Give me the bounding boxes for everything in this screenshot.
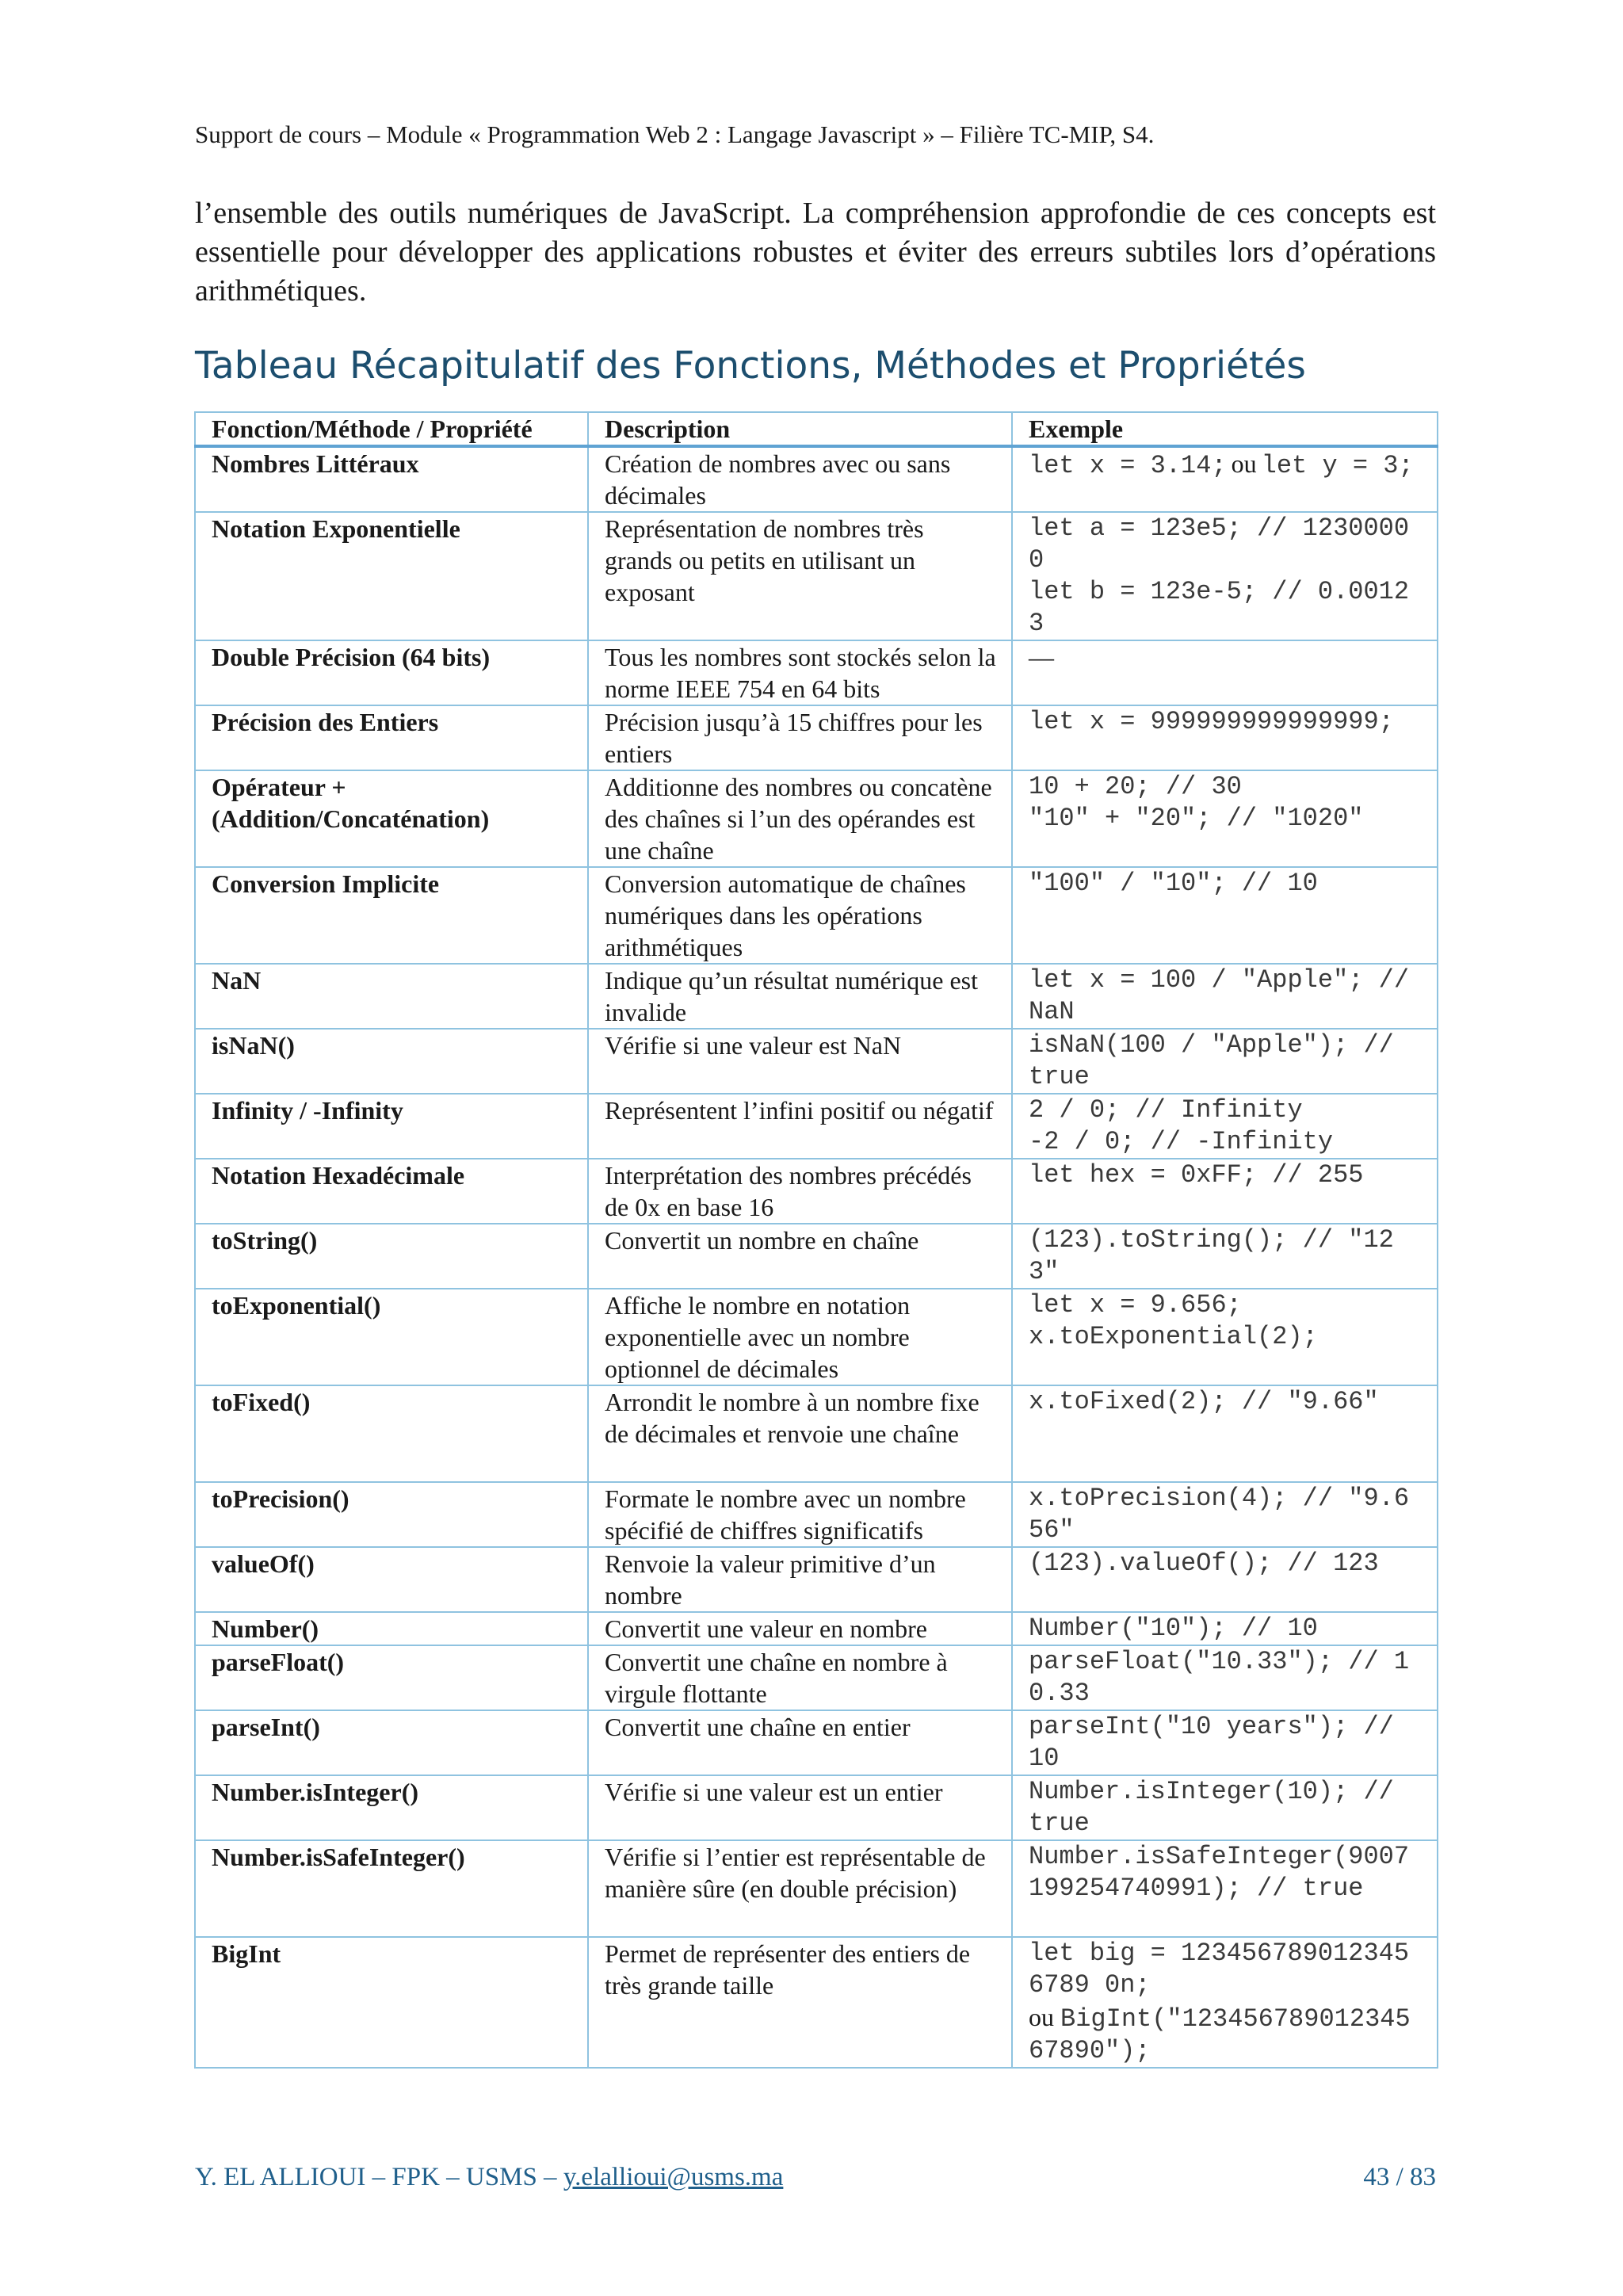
row-description: Convertit une chaîne en nombre à virgule flottante xyxy=(588,1645,1012,1710)
row-description: Vérifie si une valeur est NaN xyxy=(588,1029,1012,1094)
row-name: valueOf() xyxy=(195,1547,588,1612)
row-name: parseInt() xyxy=(195,1710,588,1775)
table-row xyxy=(195,964,1438,1029)
row-example: parseFloat("10.33"); // 10.33 xyxy=(1012,1645,1438,1710)
table-row xyxy=(195,1029,1438,1094)
row-example: "100" / "10"; // 10 xyxy=(1012,867,1438,964)
row-description: Convertit une valeur en nombre xyxy=(588,1612,1012,1645)
page-number: 43 / 83 xyxy=(1363,2163,1436,2191)
row-name: Number.isInteger() xyxy=(195,1775,588,1840)
row-name: Opérateur + (Addition/Concaténation) xyxy=(195,770,588,867)
table-row xyxy=(195,867,1438,964)
row-description: Représentation de nombres très grands ou petits en utilisant un exposant xyxy=(588,512,1012,640)
row-name: toExponential() xyxy=(195,1289,588,1385)
recap-table xyxy=(194,411,1438,2069)
row-example: parseInt("10 years"); // 10 xyxy=(1012,1710,1438,1775)
row-name: BigInt xyxy=(195,1937,588,2068)
table-row xyxy=(195,1289,1438,1385)
row-name: Infinity / -Infinity xyxy=(195,1094,588,1159)
row-example: x.toFixed(2); // "9.66" xyxy=(1012,1385,1438,1482)
row-name: Notation Hexadécimale xyxy=(195,1159,588,1224)
row-example: — xyxy=(1012,640,1438,705)
running-header: Support de cours – Module « Programmation Web 2 : Langage Javascript » – Filière TC-MIP, S4. xyxy=(195,120,1155,148)
row-name: Précision des Entiers xyxy=(195,705,588,770)
row-example: isNaN(100 / "Apple"); // true xyxy=(1012,1029,1438,1094)
row-example: x.toPrecision(4); // "9.656" xyxy=(1012,1482,1438,1547)
footer-author: Y. EL ALLIOUI – FPK – USMS – xyxy=(195,2163,557,2191)
row-description: Interprétation des nombres précédés de 0x en base 16 xyxy=(588,1159,1012,1224)
section-title: Tableau Récapitulatif des Fonctions, Méthodes et Propriétés xyxy=(195,344,1306,388)
header-function: Fonction/Méthode / Propriété xyxy=(195,412,588,446)
row-name: toString() xyxy=(195,1224,588,1289)
row-description: Convertit un nombre en chaîne xyxy=(588,1224,1012,1289)
table-row xyxy=(195,1094,1438,1159)
row-name: Notation Exponentielle xyxy=(195,512,588,640)
row-description: Conversion automatique de chaînes numériques dans les opérations arithmétiques xyxy=(588,867,1012,964)
row-description: Arrondit le nombre à un nombre fixe de décimales et renvoie une chaîne xyxy=(588,1385,1012,1482)
row-description: Tous les nombres sont stockés selon la norme IEEE 754 en 64 bits xyxy=(588,640,1012,705)
header-description: Description xyxy=(588,412,1012,446)
table-row xyxy=(195,446,1438,512)
row-name: Conversion Implicite xyxy=(195,867,588,964)
row-name: Nombres Littéraux xyxy=(195,446,588,512)
table-row xyxy=(195,1224,1438,1289)
table-header-row xyxy=(195,412,1438,446)
table-row xyxy=(195,770,1438,867)
row-description: Renvoie la valeur primitive d’un nombre xyxy=(588,1547,1012,1612)
row-description: Permet de représenter des entiers de très grande taille xyxy=(588,1937,1012,2068)
row-example: let big = 1234567890123456789 0n; ou BigInt("12345678901234567890"); xyxy=(1012,1937,1438,2068)
table-row xyxy=(195,1840,1438,1937)
row-example: Number.isInteger(10); // true xyxy=(1012,1775,1438,1840)
row-name: isNaN() xyxy=(195,1029,588,1094)
row-description: Précision jusqu’à 15 chiffres pour les entiers xyxy=(588,705,1012,770)
row-name: Number.isSafeInteger() xyxy=(195,1840,588,1937)
table-row xyxy=(195,1645,1438,1710)
row-example: (123).toString(); // "123" xyxy=(1012,1224,1438,1289)
row-name: Number() xyxy=(195,1612,588,1645)
row-description: Formate le nombre avec un nombre spécifié de chiffres significatifs xyxy=(588,1482,1012,1547)
table-row xyxy=(195,1937,1438,2068)
footer-email-link[interactable]: y.elallioui@usms.ma xyxy=(563,2163,784,2191)
row-example: Number.isSafeInteger(9007199254740991); // true xyxy=(1012,1840,1438,1937)
row-example: 10 + 20; // 30 "10" + "20"; // "1020" xyxy=(1012,770,1438,867)
table-row xyxy=(195,640,1438,705)
row-example: let a = 123e5; // 12300000 let b = 123e-5; // 0.00123 xyxy=(1012,512,1438,640)
table-row xyxy=(195,1482,1438,1547)
row-description: Indique qu’un résultat numérique est invalide xyxy=(588,964,1012,1029)
table-row xyxy=(195,1385,1438,1482)
footer-credit xyxy=(195,2160,783,2194)
row-description: Vérifie si l’entier est représentable de manière sûre (en double précision) xyxy=(588,1840,1012,1937)
table-row xyxy=(195,1710,1438,1775)
row-example: Number("10"); // 10 xyxy=(1012,1612,1438,1645)
table-row xyxy=(195,1775,1438,1840)
row-example: let x = 3.14; ou let y = 3; xyxy=(1012,446,1438,512)
table-row xyxy=(195,1159,1438,1224)
header-example: Exemple xyxy=(1012,412,1438,446)
row-description: Vérifie si une valeur est un entier xyxy=(588,1775,1012,1840)
row-example: let x = 999999999999999; xyxy=(1012,705,1438,770)
row-example: 2 / 0; // Infinity -2 / 0; // -Infinity xyxy=(1012,1094,1438,1159)
row-description: Affiche le nombre en notation exponentielle avec un nombre optionnel de décimales xyxy=(588,1289,1012,1385)
row-description: Additionne des nombres ou concatène des chaînes si l’un des opérandes est une chaîne xyxy=(588,770,1012,867)
row-example: (123).valueOf(); // 123 xyxy=(1012,1547,1438,1612)
row-example: let hex = 0xFF; // 255 xyxy=(1012,1159,1438,1224)
row-description: Convertit une chaîne en entier xyxy=(588,1710,1012,1775)
table-row xyxy=(195,512,1438,640)
row-name: toPrecision() xyxy=(195,1482,588,1547)
table-row xyxy=(195,705,1438,770)
table-row xyxy=(195,1547,1438,1612)
row-name: toFixed() xyxy=(195,1385,588,1482)
intro-paragraph: l’ensemble des outils numériques de JavaScript. La compréhension approfondie de ces concepts est essentielle pour développer des applications robustes et éviter des erreurs subtiles lors d’opérations arithmétiques. xyxy=(195,197,1436,308)
row-name: parseFloat() xyxy=(195,1645,588,1710)
row-example: let x = 9.656; x.toExponential(2); xyxy=(1012,1289,1438,1385)
row-example: let x = 100 / "Apple"; // NaN xyxy=(1012,964,1438,1029)
table-row xyxy=(195,1612,1438,1645)
row-name: NaN xyxy=(195,964,588,1029)
row-name: Double Précision (64 bits) xyxy=(195,640,588,705)
row-description: Représentent l’infini positif ou négatif xyxy=(588,1094,1012,1159)
row-description: Création de nombres avec ou sans décimales xyxy=(588,446,1012,512)
